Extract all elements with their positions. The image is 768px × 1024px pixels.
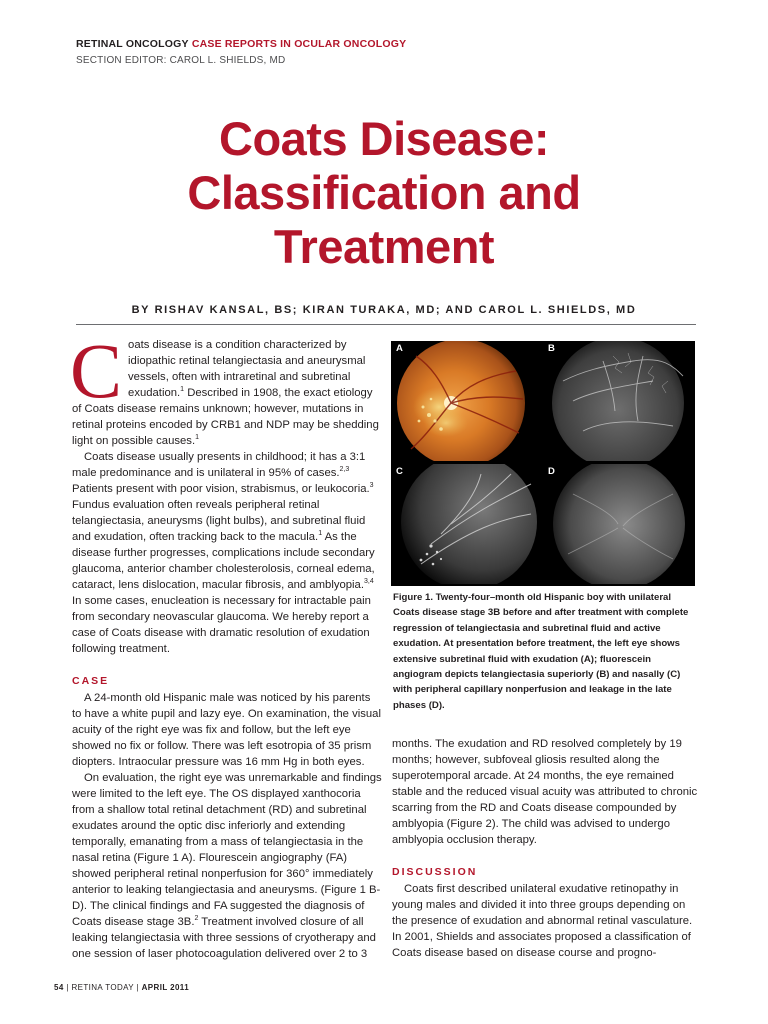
discussion-paragraph-1: Coats first described unilateral exudative retinopathy in young males and divided it into three groups depending on the presence of exudation and abnormal retinal vasculature. In 2001, Shields and associates proposed a classification of Coats disease based on disease course and progno- (392, 883, 693, 959)
angiogram-image-b (543, 341, 693, 461)
journal-name: RETINA TODAY (71, 983, 134, 992)
discussion-heading: DISCUSSION (392, 866, 478, 878)
title-line-1: Coats Disease: (219, 112, 549, 165)
drop-cap: C (70, 327, 123, 414)
panel-label-b: B (548, 343, 555, 354)
figure-1 (391, 341, 695, 586)
left-column (70, 327, 382, 962)
angiogram-panel-d (543, 464, 693, 584)
case-heading: CASE (72, 675, 110, 687)
byline: BY RISHAV KANSAL, BS; KIRAN TURAKA, MD; AND CAROL L. SHIELDS, MD (131, 304, 637, 316)
angiogram-image-c (391, 464, 541, 584)
panel-label-c: C (396, 466, 403, 477)
angiogram-panel-b (543, 341, 693, 461)
section-series: CASE REPORTS IN OCULAR ONCOLOGY (191, 38, 407, 50)
intro-paragraph-2: Coats disease usually presents in childhood; it has a 3:1 male predominance and is unilateral in 95% of cases.$^{2,3}$ Patients present with poor vision, strabismus, or leukocoria.$^3$ Fundus evaluation often reveals peripheral retinal telangiectasia, aneurysms (light bulbs), and subretinal fluid and exudation, often tracking back to the macula.$^1$ As the disease further progresses, complications include secondary glaucoma, anterior chamber cholesterolosis, corneal edema, cataract, lens dislocation, macular fibrosis, and amblyopia.$^{3,4}$ In some cases, enucleation is necessary for intractable pain from secondary neovascular glaucoma. We hereby report a case of Coats disease with dramatic resolution of exudation following treatment. (72, 451, 375, 655)
fundus-photo-panel-a (391, 341, 541, 461)
case-paragraph-2: On evaluation, the right eye was unremarkable and findings were limited to the left eye. The OS displayed xanthocoria from a shallow total retinal detachment (RD) and subretinal exudates around the optic disc inferiorly and extending temporally, emanating from a mass of telangiectasia in the nasal retina (Figure 1 A). Flourescein angiography (FA) showed peripheral retinal nonperfusion for 360° immediately anterior to leaking telangiectasia and aneurysms. (Figure 1 B-D). The clinical findings and FA suggested the diagnosis of Coats disease stage 3B.$^2$ Treatment involved closure of all leaking telangiectasia with three sessions of cryotherapy and one session of laser photocoagulation delivered over 2 to 3 (72, 772, 382, 960)
right-column (392, 736, 698, 961)
article-title (76, 112, 692, 274)
section-header (76, 38, 406, 50)
page-number: 54 (54, 983, 64, 992)
panel-label-d: D (548, 466, 555, 477)
issue-date: APRIL 2011 (141, 983, 190, 992)
angiogram-image-d (543, 464, 693, 584)
title-line-2: Classification and (187, 166, 581, 219)
panel-label-a: A (396, 343, 403, 354)
case-paragraph-3: months. The exudation and RD resolved completely by 19 months; however, subfoveal gliosis resulted along the superotemporal arcade. At 24 months, the eye remained stable and the reduced visual acuity was attributed to chronic scarring from the RD and Coats disease compounded by amblyopia (Figure 2). The child was advised to undergo amblyopia occlusion therapy. (392, 738, 698, 846)
intro-paragraph-1: Coats disease is a condition characterized by idiopathic retinal telangiectasia and aneurysmal vessels, often with intraretinal and subretinal exudation.$^1$ Described in 1908, the exact etiology of Coats disease remains unknown; however, mutations in retinal proteins encoded by CRB1 and NDP may be shedding light on possible causes.$^1$ (70, 327, 379, 447)
page-footer: 54 | RETINA TODAY | APRIL 2011 (54, 983, 190, 992)
byline-rule (76, 324, 696, 325)
case-paragraph-1: A 24-month old Hispanic male was noticed by his parents to have a white pupil and lazy eye. On examination, the visual acuity of the right eye was fix and follow, but the left eye showed no fix or follow. There was left esotropia of 35 prism diopters. Intraocular pressure was 16 mm Hg in both eyes. (72, 692, 381, 768)
section-lead: RETINAL ONCOLOGY (76, 38, 189, 50)
title-line-3: Treatment (273, 220, 495, 273)
angiogram-panel-c (391, 464, 541, 584)
figure-caption: Figure 1. Twenty-four–month old Hispanic boy with unilateral Coats disease stage 3B before and after treatment with complete regression of telangiectasia and subretinal fluid and active exudation. At presentation before treatment, the left eye shows extensive subretinal fluid with exudation (A); fluorescein angiogram depicts telangiectasia superiorly (B) and nasally (C) with peripheral capillary nonperfusion and leakage in the late phases (D). (393, 592, 689, 711)
fundus-photo-image (391, 341, 541, 461)
section-editor: SECTION EDITOR: CAROL L. SHIELDS, MD (76, 55, 286, 66)
